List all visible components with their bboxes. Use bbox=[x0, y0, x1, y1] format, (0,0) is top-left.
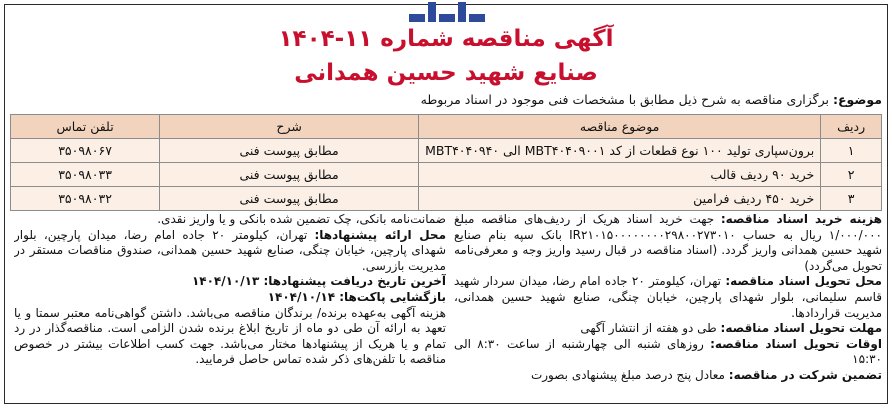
deadline-label: مهلت تحویل اسناد مناقصه: bbox=[720, 321, 882, 336]
last-date-label: آخرین تاریخ دریافت پیشنهادها: bbox=[263, 274, 446, 289]
deadline-text: طی دو هفته از انتشار آگهی bbox=[580, 321, 721, 336]
tender-table bbox=[10, 114, 882, 211]
submit-place-label: محل ارائه پیشنهادها: bbox=[314, 227, 446, 242]
company-logo bbox=[409, 0, 485, 22]
subject-label: موضوع: bbox=[832, 92, 882, 107]
row-number: ۱ bbox=[821, 139, 882, 163]
delivery-place-text: تهران، کیلومتر ۲۰ جاده امام رضا، میدان سردار شهید قاسم سلیمانی، بلوار شهدای پارچین، خیابان چنگی، صنایع شهید حسین همدانی، مدیریت قراردادها. bbox=[454, 274, 882, 320]
table-row bbox=[11, 139, 882, 163]
row-description: مطابق پیوست فنی bbox=[160, 187, 419, 211]
last-date-value: ۱۴۰۴/۱۰/۱۳ bbox=[191, 274, 264, 289]
details-left-column bbox=[14, 212, 446, 368]
subject-text: برگزاری مناقصه به شرح ذیل مطابق با مشخصات فنی موجود در اسناد مربوطه bbox=[420, 92, 833, 107]
row-subject: خرید ۴۵۰ ردیف فرامین bbox=[419, 187, 821, 211]
notice-title: آگهی مناقصه شماره ۱۱-۱۴۰۴ bbox=[278, 26, 614, 52]
guarantee-text: معادل پنج درصد مبلغ پیشنهادی بصورت bbox=[530, 367, 729, 382]
header-subject: موضوع مناقصه bbox=[419, 115, 821, 139]
header-phone: تلفن تماس bbox=[11, 115, 160, 139]
delivery-place-label: محل تحویل اسناد مناقصه: bbox=[725, 274, 882, 289]
row-subject: خرید ۹۰ ردیف قالب bbox=[419, 163, 821, 187]
guarantee-continuation: ضمانت‌نامه بانکی، چک تضمین شده بانکی و یا واریز نقدی. bbox=[157, 212, 446, 226]
purchase-label: هزینه خرید اسناد مناقصه: bbox=[720, 212, 882, 226]
purchase-text: جهت خرید اسناد هریک از ردیف‌های مناقصه مبلغ ۱/۰۰۰/۰۰۰ ریال به حساب IR۲۱۰۱۵۰۰۰۰۰۰۰۰۲۹۸۰۰۲۷۳۰۱۰ بانک سپه بنام صنایع شهید حسین همدانی واریز گردد. (اسناد مناقصه در قبال رسید واریز وجه و معرفی‌نامه تحویل می‌گردد) bbox=[454, 212, 882, 273]
table-row bbox=[11, 163, 882, 187]
header-row-number: ردیف bbox=[821, 115, 882, 139]
row-subject: برون‌سپاری تولید ۱۰۰ نوع قطعات از کد MBT۴۰۴۰۹۰۰۱ الی MBT۴۰۴۰۹۴۰ bbox=[419, 139, 821, 163]
opening-value: ۱۴۰۴/۱۰/۱۴ bbox=[267, 289, 340, 304]
details-right-column bbox=[454, 212, 882, 384]
row-description: مطابق پیوست فنی bbox=[160, 163, 419, 187]
company-name: صنایع شهید حسین همدانی bbox=[294, 60, 598, 86]
hours-label: اوقات تحویل اسناد مناقصه: bbox=[710, 336, 882, 351]
header-description: شرح bbox=[160, 115, 419, 139]
notes-text: هزینه آگهی به‌عهده برنده/ برندگان مناقصه می‌باشد. داشتن گواهی‌نامه معتبر سمتا و یا تعهد به ارائه آن طی دو ماه از تاریخ ابلاغ برنده شدن الزامی است. مناقصه‌گذار در رد تمام و یا هریک از پیشنهادها مختار می‌باشد. جهت کسب اطلاعات بیشتر در خصوص مناقصه با تلفن‌های ذکر شده تماس حاصل فرمایید. bbox=[14, 305, 446, 367]
hours-text: روزهای شنبه الی چهارشنبه از ساعت ۸:۳۰ الی ۱۵:۳۰ bbox=[454, 336, 882, 367]
row-number: ۳ bbox=[821, 187, 882, 211]
submit-place-text: تهران، کیلومتر ۲۰ جاده امام رضا، میدان پارچین، بلوار شهدای پارچین، خیابان چنگی، صنایع شهید حسین همدانی، صندوق مناقصات مستقر در مدیریت بازرسی. bbox=[14, 227, 446, 273]
row-phone: ۳۵۰۹۸۰۳۲ bbox=[11, 187, 160, 211]
table-row bbox=[11, 187, 882, 211]
subject-line bbox=[10, 92, 882, 108]
row-phone: ۳۵۰۹۸۰۳۳ bbox=[11, 163, 160, 187]
opening-label: بازگشایی پاکت‌ها: bbox=[339, 289, 446, 304]
table-header-row bbox=[11, 115, 882, 139]
row-number: ۲ bbox=[821, 163, 882, 187]
row-phone: ۳۵۰۹۸۰۶۷ bbox=[11, 139, 160, 163]
row-description: مطابق پیوست فنی bbox=[160, 139, 419, 163]
guarantee-label: تضمین شرکت در مناقصه: bbox=[728, 367, 882, 382]
